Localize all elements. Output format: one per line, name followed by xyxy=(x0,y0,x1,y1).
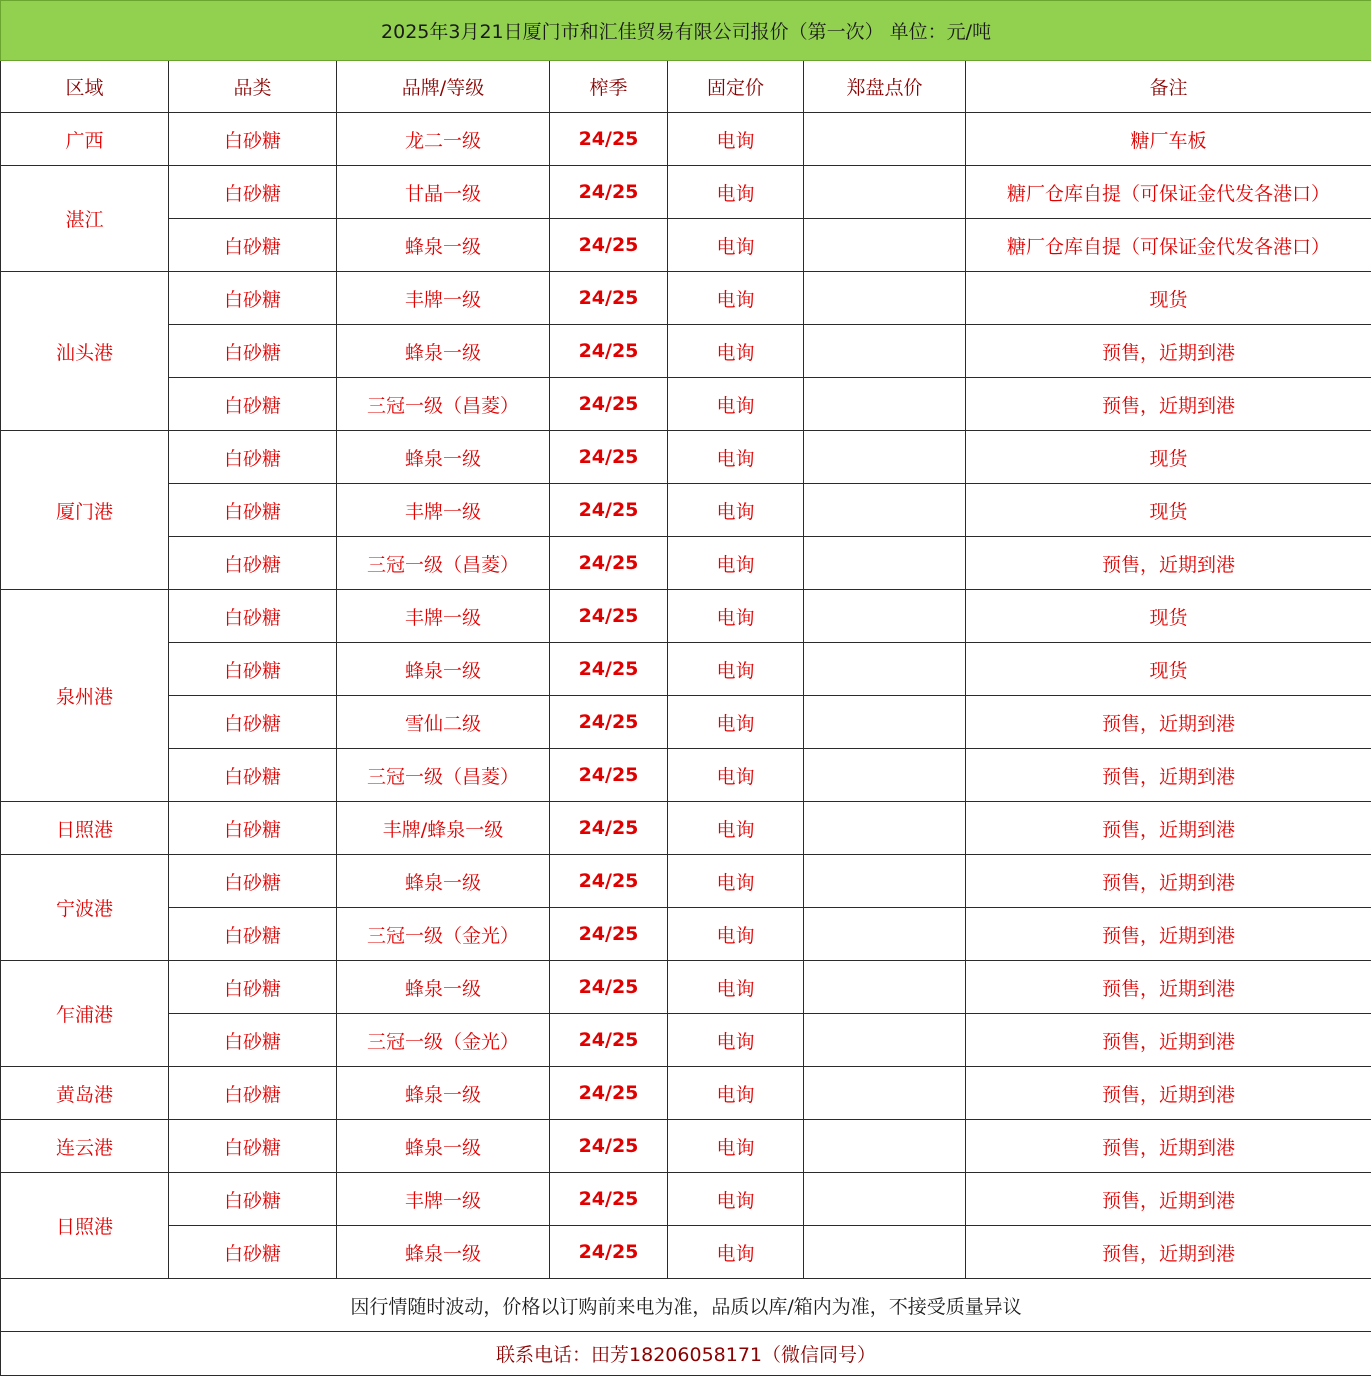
cell-region: 湛江 xyxy=(1,166,169,272)
header-region: 区域 xyxy=(1,61,169,113)
cell-category: 白砂糖 xyxy=(169,643,337,696)
cell-brand: 蜂泉一级 xyxy=(337,1120,550,1173)
cell-season: 24/25 xyxy=(550,1120,668,1173)
header-brand: 品牌/等级 xyxy=(337,61,550,113)
table-row xyxy=(1,1120,1371,1173)
cell-futures-basis xyxy=(804,696,966,749)
cell-fixed-price: 电询 xyxy=(668,1014,804,1067)
cell-futures-basis xyxy=(804,272,966,325)
cell-brand: 蜂泉一级 xyxy=(337,1226,550,1279)
cell-brand: 三冠一级（昌菱） xyxy=(337,749,550,802)
cell-season: 24/25 xyxy=(550,325,668,378)
cell-season: 24/25 xyxy=(550,431,668,484)
table-row xyxy=(1,1173,1371,1226)
cell-futures-basis xyxy=(804,378,966,431)
cell-note: 预售，近期到港 xyxy=(966,696,1371,749)
cell-note: 预售，近期到港 xyxy=(966,1120,1371,1173)
cell-season: 24/25 xyxy=(550,113,668,166)
cell-season: 24/25 xyxy=(550,484,668,537)
cell-category: 白砂糖 xyxy=(169,749,337,802)
cell-category: 白砂糖 xyxy=(169,272,337,325)
cell-fixed-price: 电询 xyxy=(668,537,804,590)
cell-fixed-price: 电询 xyxy=(668,908,804,961)
cell-note: 现货 xyxy=(966,431,1371,484)
cell-note: 预售，近期到港 xyxy=(966,908,1371,961)
cell-season: 24/25 xyxy=(550,643,668,696)
cell-season: 24/25 xyxy=(550,378,668,431)
cell-season: 24/25 xyxy=(550,537,668,590)
disclaimer-text: 因行情随时波动，价格以订购前来电为准，品质以库/箱内为准，不接受质量异议 xyxy=(1,1279,1371,1332)
header-note: 备注 xyxy=(966,61,1371,113)
cell-futures-basis xyxy=(804,855,966,908)
header-fixed-price: 固定价 xyxy=(668,61,804,113)
cell-futures-basis xyxy=(804,1120,966,1173)
cell-fixed-price: 电询 xyxy=(668,113,804,166)
cell-season: 24/25 xyxy=(550,272,668,325)
cell-category: 白砂糖 xyxy=(169,1120,337,1173)
cell-season: 24/25 xyxy=(550,696,668,749)
cell-note: 糖厂仓库自提（可保证金代发各港口） xyxy=(966,219,1371,272)
cell-category: 白砂糖 xyxy=(169,1067,337,1120)
contact-text: 联系电话：田芳18206058171（微信同号） xyxy=(1,1332,1371,1376)
cell-futures-basis xyxy=(804,908,966,961)
disclaimer-row xyxy=(1,1279,1371,1332)
cell-futures-basis xyxy=(804,1173,966,1226)
cell-brand: 蜂泉一级 xyxy=(337,961,550,1014)
table-row xyxy=(1,378,1371,431)
cell-category: 白砂糖 xyxy=(169,484,337,537)
cell-note: 预售，近期到港 xyxy=(966,1067,1371,1120)
cell-brand: 蜂泉一级 xyxy=(337,431,550,484)
cell-season: 24/25 xyxy=(550,855,668,908)
cell-fixed-price: 电询 xyxy=(668,643,804,696)
cell-category: 白砂糖 xyxy=(169,113,337,166)
cell-fixed-price: 电询 xyxy=(668,1173,804,1226)
cell-brand: 丰牌/蜂泉一级 xyxy=(337,802,550,855)
cell-fixed-price: 电询 xyxy=(668,166,804,219)
cell-category: 白砂糖 xyxy=(169,908,337,961)
cell-note: 预售，近期到港 xyxy=(966,749,1371,802)
cell-note: 现货 xyxy=(966,590,1371,643)
table-row xyxy=(1,749,1371,802)
cell-brand: 蜂泉一级 xyxy=(337,325,550,378)
table-row xyxy=(1,908,1371,961)
cell-season: 24/25 xyxy=(550,961,668,1014)
table-row xyxy=(1,1226,1371,1279)
table-row xyxy=(1,272,1371,325)
table-row xyxy=(1,431,1371,484)
cell-region: 日照港 xyxy=(1,802,169,855)
cell-category: 白砂糖 xyxy=(169,537,337,590)
cell-futures-basis xyxy=(804,537,966,590)
cell-season: 24/25 xyxy=(550,1067,668,1120)
table-row xyxy=(1,325,1371,378)
cell-brand: 三冠一级（昌菱） xyxy=(337,537,550,590)
cell-season: 24/25 xyxy=(550,166,668,219)
cell-brand: 龙二一级 xyxy=(337,113,550,166)
cell-brand: 三冠一级（昌菱） xyxy=(337,378,550,431)
table-body xyxy=(1,113,1371,1279)
cell-brand: 丰牌一级 xyxy=(337,272,550,325)
cell-futures-basis xyxy=(804,484,966,537)
table-row xyxy=(1,1014,1371,1067)
cell-brand: 蜂泉一级 xyxy=(337,855,550,908)
table-row xyxy=(1,696,1371,749)
cell-futures-basis xyxy=(804,431,966,484)
cell-futures-basis xyxy=(804,749,966,802)
cell-region: 宁波港 xyxy=(1,855,169,961)
table-row xyxy=(1,961,1371,1014)
cell-brand: 丰牌一级 xyxy=(337,1173,550,1226)
cell-category: 白砂糖 xyxy=(169,590,337,643)
cell-category: 白砂糖 xyxy=(169,1173,337,1226)
cell-fixed-price: 电询 xyxy=(668,378,804,431)
table-row xyxy=(1,590,1371,643)
cell-region: 连云港 xyxy=(1,1120,169,1173)
cell-brand: 丰牌一级 xyxy=(337,590,550,643)
cell-futures-basis xyxy=(804,590,966,643)
cell-category: 白砂糖 xyxy=(169,855,337,908)
cell-fixed-price: 电询 xyxy=(668,855,804,908)
cell-futures-basis xyxy=(804,166,966,219)
cell-fixed-price: 电询 xyxy=(668,1067,804,1120)
cell-note: 预售，近期到港 xyxy=(966,1173,1371,1226)
cell-note: 预售，近期到港 xyxy=(966,961,1371,1014)
cell-fixed-price: 电询 xyxy=(668,961,804,1014)
cell-fixed-price: 电询 xyxy=(668,749,804,802)
cell-brand: 三冠一级（金光） xyxy=(337,1014,550,1067)
cell-brand: 蜂泉一级 xyxy=(337,219,550,272)
cell-note: 现货 xyxy=(966,272,1371,325)
cell-note: 预售，近期到港 xyxy=(966,855,1371,908)
cell-category: 白砂糖 xyxy=(169,378,337,431)
cell-note: 预售，近期到港 xyxy=(966,537,1371,590)
cell-fixed-price: 电询 xyxy=(668,431,804,484)
table-row xyxy=(1,484,1371,537)
cell-note: 糖厂仓库自提（可保证金代发各港口） xyxy=(966,166,1371,219)
cell-note: 现货 xyxy=(966,484,1371,537)
cell-fixed-price: 电询 xyxy=(668,590,804,643)
cell-futures-basis xyxy=(804,1014,966,1067)
cell-note: 预售，近期到港 xyxy=(966,1226,1371,1279)
cell-futures-basis xyxy=(804,219,966,272)
cell-season: 24/25 xyxy=(550,1014,668,1067)
cell-fixed-price: 电询 xyxy=(668,1120,804,1173)
table-row xyxy=(1,537,1371,590)
cell-category: 白砂糖 xyxy=(169,696,337,749)
table-title: 2025年3月21日厦门市和汇佳贸易有限公司报价（第一次） 单位：元/吨 xyxy=(1,1,1371,61)
cell-fixed-price: 电询 xyxy=(668,325,804,378)
cell-season: 24/25 xyxy=(550,749,668,802)
cell-note: 预售，近期到港 xyxy=(966,802,1371,855)
cell-brand: 三冠一级（金光） xyxy=(337,908,550,961)
cell-brand: 甘晶一级 xyxy=(337,166,550,219)
cell-region: 泉州港 xyxy=(1,590,169,802)
cell-season: 24/25 xyxy=(550,1173,668,1226)
cell-futures-basis xyxy=(804,113,966,166)
cell-season: 24/25 xyxy=(550,1226,668,1279)
cell-brand: 雪仙二级 xyxy=(337,696,550,749)
cell-note: 糖厂车板 xyxy=(966,113,1371,166)
cell-fixed-price: 电询 xyxy=(668,484,804,537)
cell-fixed-price: 电询 xyxy=(668,219,804,272)
cell-region: 厦门港 xyxy=(1,431,169,590)
table-row xyxy=(1,643,1371,696)
cell-season: 24/25 xyxy=(550,802,668,855)
cell-category: 白砂糖 xyxy=(169,325,337,378)
cell-futures-basis xyxy=(804,643,966,696)
contact-row xyxy=(1,1332,1371,1376)
cell-season: 24/25 xyxy=(550,219,668,272)
header-season: 榨季 xyxy=(550,61,668,113)
cell-note: 现货 xyxy=(966,643,1371,696)
cell-brand: 蜂泉一级 xyxy=(337,643,550,696)
cell-fixed-price: 电询 xyxy=(668,1226,804,1279)
table-row xyxy=(1,219,1371,272)
cell-season: 24/25 xyxy=(550,908,668,961)
table-row xyxy=(1,1067,1371,1120)
cell-brand: 丰牌一级 xyxy=(337,484,550,537)
cell-category: 白砂糖 xyxy=(169,219,337,272)
cell-futures-basis xyxy=(804,1067,966,1120)
table-row xyxy=(1,855,1371,908)
cell-category: 白砂糖 xyxy=(169,1226,337,1279)
cell-category: 白砂糖 xyxy=(169,802,337,855)
cell-fixed-price: 电询 xyxy=(668,272,804,325)
cell-fixed-price: 电询 xyxy=(668,802,804,855)
cell-season: 24/25 xyxy=(550,590,668,643)
cell-category: 白砂糖 xyxy=(169,166,337,219)
cell-fixed-price: 电询 xyxy=(668,696,804,749)
cell-region: 广西 xyxy=(1,113,169,166)
cell-futures-basis xyxy=(804,325,966,378)
header-category: 品类 xyxy=(169,61,337,113)
cell-note: 预售，近期到港 xyxy=(966,325,1371,378)
cell-note: 预售，近期到港 xyxy=(966,1014,1371,1067)
cell-region: 黄岛港 xyxy=(1,1067,169,1120)
cell-category: 白砂糖 xyxy=(169,1014,337,1067)
table-row xyxy=(1,166,1371,219)
header-row xyxy=(1,61,1371,113)
cell-futures-basis xyxy=(804,1226,966,1279)
cell-region: 日照港 xyxy=(1,1173,169,1279)
cell-note: 预售，近期到港 xyxy=(966,378,1371,431)
cell-region: 乍浦港 xyxy=(1,961,169,1067)
table-row xyxy=(1,802,1371,855)
cell-region: 汕头港 xyxy=(1,272,169,431)
cell-brand: 蜂泉一级 xyxy=(337,1067,550,1120)
header-futures-basis: 郑盘点价 xyxy=(804,61,966,113)
cell-futures-basis xyxy=(804,961,966,1014)
cell-category: 白砂糖 xyxy=(169,431,337,484)
cell-category: 白砂糖 xyxy=(169,961,337,1014)
cell-futures-basis xyxy=(804,802,966,855)
table-row xyxy=(1,113,1371,166)
